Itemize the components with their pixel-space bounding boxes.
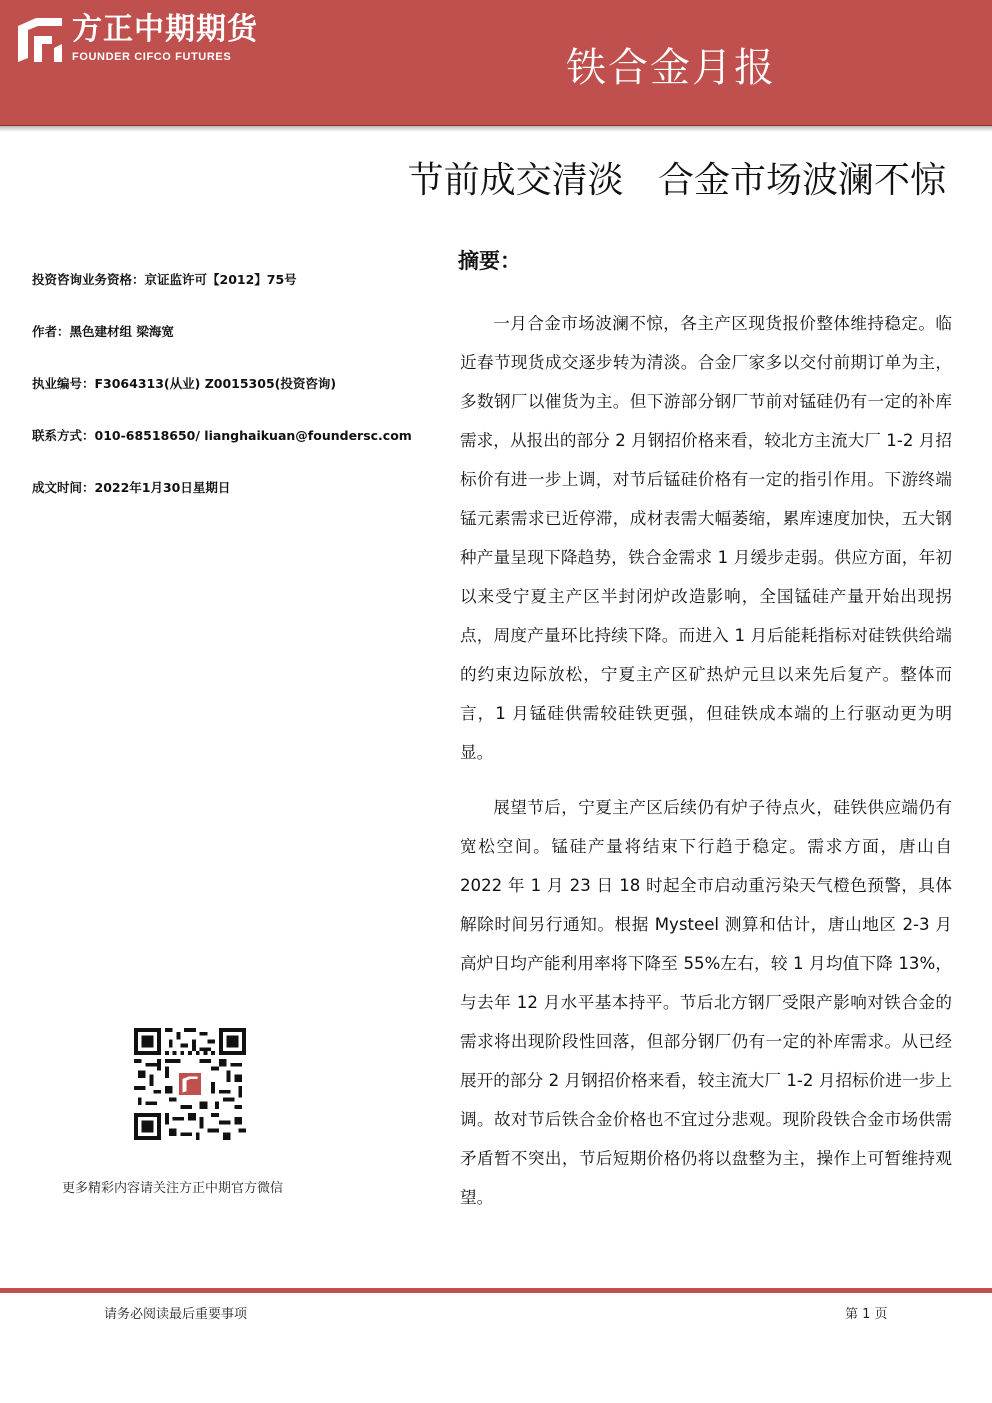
summary-heading: 摘要： [458,249,521,273]
report-title: 节前成交清淡 合金市场波澜不惊 [407,160,946,201]
qr-caption: 更多精彩内容请关注方正中期官方微信 [62,1181,284,1196]
summary-paragraph-1: 一月合金市场波澜不惊，各主产区现货报价整体维持稳定。临近春节现货成交逐步转为清淡。合金厂家多以交付前期订单为主，多数钢厂以催货为主。但下游部分钢厂节前对锰硅仍有一定的补库需求，从报出的部分 2 月钢招价格来看，较北方主流大厂 1-2 月招标价有进一步上调，对节后锰硅价格有一定的指引作用。下游终端锰元素需求已近停滞，成材表需大幅萎缩，累库速度加快，五大钢种产量呈现下降趋势，铁合金需求 1 月缓步走弱。供应方面，年初以来受宁夏主产区半封闭炉改造影响，全国锰硅产量开始出现拐点，周度产量环比持续下降。而进入 1 月后能耗指标对硅铁供给端的约束边际放松，宁夏主产区矿热炉元旦以来先后复产。整体而言，1 月锰硅供需较硅铁更强，但硅铁成本端的上行驱动更为明显。 [460,314,952,762]
footer-disclaimer: 请务必阅读最后重要事项 [104,1307,248,1322]
summary-paragraph-2: 展望节后，宁夏主产区后续仍有炉子待点火，硅铁供应端仍有宽松空间。锰硅产量将结束下行趋于稳定。需求方面，唐山自 2022 年 1 月 23 日 18 时起全市启动重污染天气橙色预警，具体解除时间另行通知。根据 Mysteel 测算和估计，唐山地区 2-3 月高炉日均产能利用率将下降至 55%左右，较 1 月均值下降 13%，与去年 12 月水平基本持平。节后北方钢厂受限产影响对铁合金的需求将出现阶段性回落，但部分钢厂仍有一定的补库需求。从已经展开的部分 2 月钢招价格来看，较主流大厂 1-2 月招标价进一步上调。故对节后铁合金价格也不宜过分悲观。现阶段铁合金市场供需矛盾暂不突出，节后短期价格仍将以盘整为主，操作上可暂维持观望。 [460,798,952,1207]
header-divider-shadow [0,126,992,132]
contact-line[interactable]: 联系方式：010-68518650/ lianghaikuan@foundersc.com [32,428,412,443]
footer-divider [0,1288,992,1293]
brand-name-cn: 方正中期期货 [72,12,258,47]
founder-logo-icon [14,14,66,66]
qr-code-icon [134,1028,246,1140]
date-line: 成文时间：2022年1月30日星期日 [32,480,231,495]
author-line: 作者：黑色建材组 梁海宽 [32,324,174,339]
brand-name-en: FOUNDER CIFCO FUTURES [72,51,232,63]
cert-number-line: 执业编号：F3064313(从业) Z0015305(投资咨询) [32,376,337,391]
license-line: 投资咨询业务资格：京证监许可【2012】75号 [32,272,297,287]
report-type-title: 铁合金月报 [566,45,776,91]
header-banner [0,0,992,128]
page-number: 第 1 页 [845,1307,888,1322]
